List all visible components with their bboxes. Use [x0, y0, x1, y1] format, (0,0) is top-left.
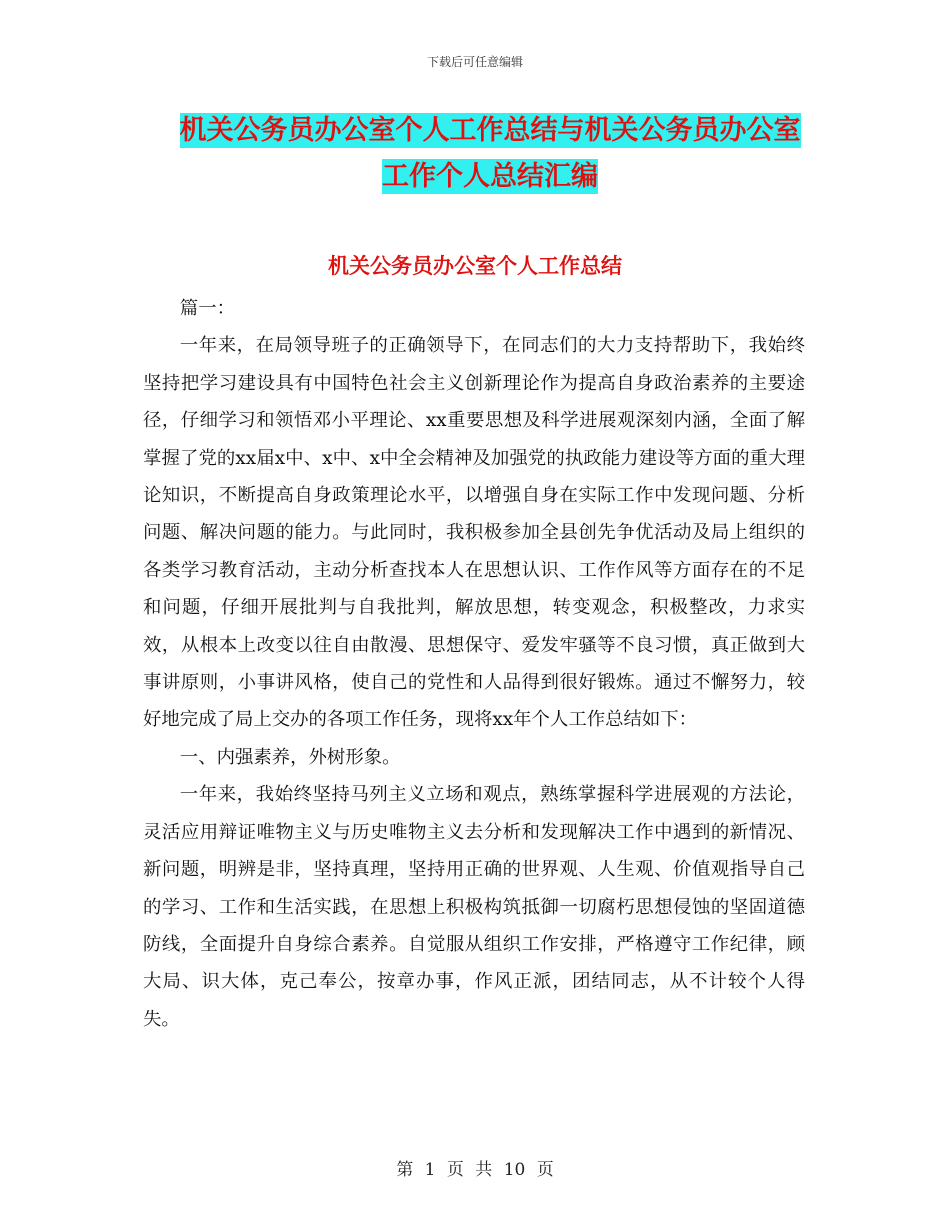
header-note: 下载后可任意编辑 [426, 55, 523, 69]
title-line-2: 工作个人总结汇编 [382, 161, 598, 192]
title-line-1: 机关公务员办公室个人工作总结与机关公务员办公室 [179, 115, 801, 146]
section-title: 机关公务员办公室个人工作总结 [328, 254, 622, 278]
document-title [130, 108, 850, 200]
paragraph: 一年来，我始终坚持马列主义立场和观点，熟练掌握科学进展观的方法论，灵活应用辩证唯物主义与历史唯物主义去分析和发现解决工作中遇到的新情况、新问题，明辨是非，坚持真理，坚持用正确的世界观、人生观、价值观指导自己的学习、工作和生活实践，在思想上积极构筑抵御一切腐朽思想侵蚀的坚固道德防线，全面提升自身综合素养。自觉服从组织工作安排，严格遵守工作纪律，顾大局、识大体，克己奉公，按章办事，作风正派，团结同志，从不计较个人得失。 [143, 784, 805, 1030]
page-number-footer: 第 1 页 共 10 页 [396, 1160, 554, 1180]
document-body [143, 290, 805, 1038]
paragraph: 一年来，在局领导班子的正确领导下，在同志们的大力支持帮助下，我始终坚持把学习建设具有中国特色社会主义创新理论作为提高自身政治素养的主要途径，仔细学习和领悟邓小平理论、xx重要思想及科学进展观深刻内涵，全面了解掌握了党的xx届x中、x中、x中全会精神及加强党的执政能力建设等方面的重大理论知识，不断提高自身政策理论水平，以增强自身在实际工作中发现问题、分析问题、解决问题的能力。与此同时，我积极参加全县创先争优活动及局上组织的各类学习教育活动，主动分析查找本人在思想认识、工作作风等方面存在的不足和问题，仔细开展批判与自我批判，解放思想，转变观念，积极整改，力求实效，从根本上改变以往自由散漫、思想保守、爱发牢骚等不良习惯，真正做到大事讲原则，小事讲风格，使自己的党性和人品得到很好锻炼。通过不懈努力，较好地完成了局上交办的各项工作任务，现将xx年个人工作总结如下： [143, 335, 805, 731]
paragraph: 一、内强素养，外树形象。 [179, 746, 401, 768]
paragraph: 篇一： [179, 298, 235, 319]
